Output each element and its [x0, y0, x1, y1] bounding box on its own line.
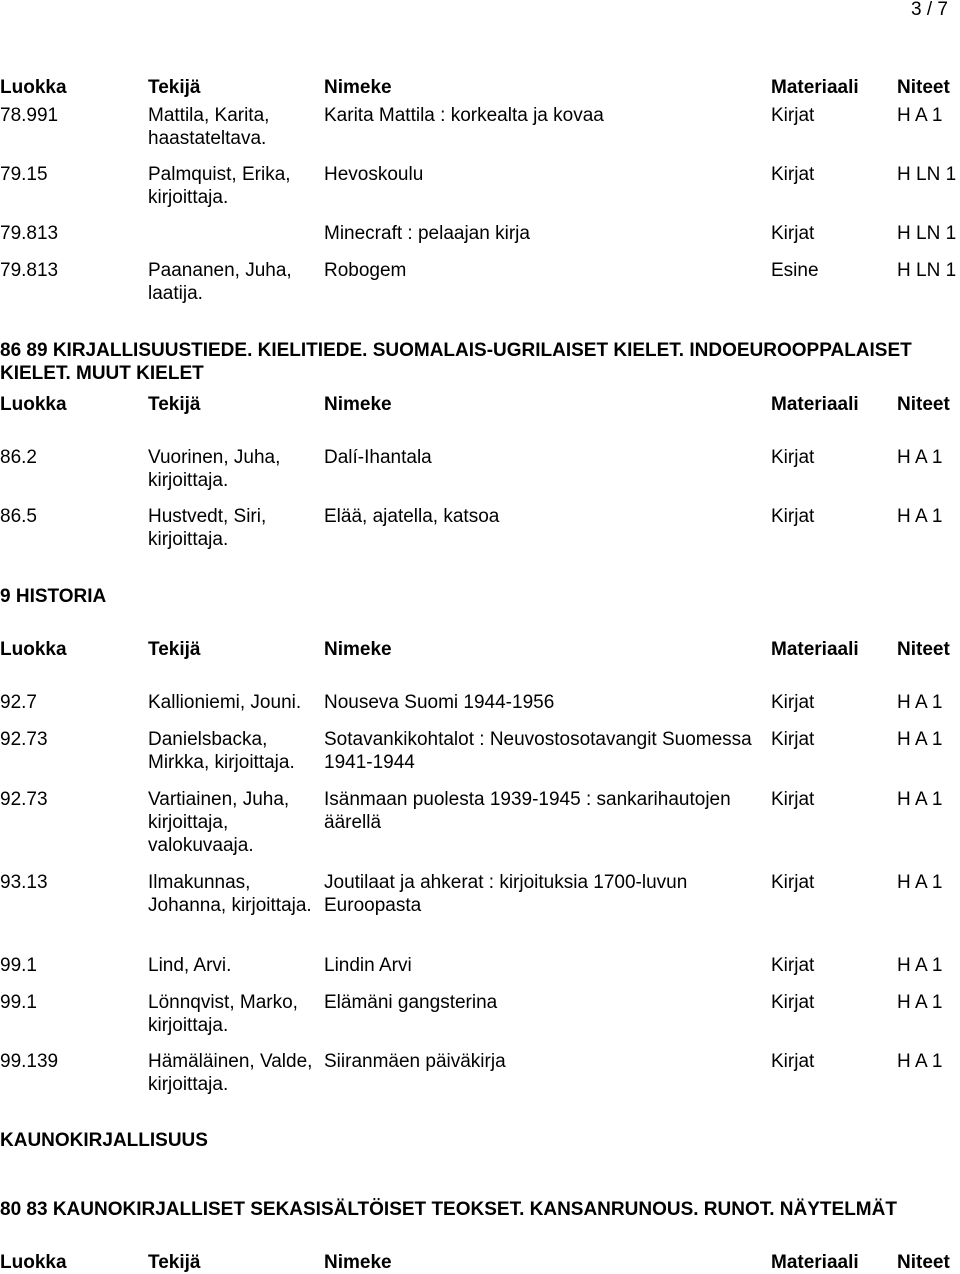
tekija-cell: Palmquist, Erika, kirjoittaja. — [148, 164, 291, 208]
nimeke-cell: Minecraft : pelaajan kirja — [324, 223, 530, 244]
tekija-cell: Paananen, Juha, laatija. — [148, 260, 292, 304]
materiaali-cell: Kirjat — [771, 105, 815, 126]
tekija-cell: Ilmakunnas, Johanna, kirjoittaja. — [148, 872, 312, 916]
tekija-cell: Hustvedt, Siri, kirjoittaja. — [148, 506, 267, 550]
nimeke-cell: Elää, ajatella, katsoa — [324, 506, 500, 527]
niteet-cell: H A 1 — [897, 789, 943, 810]
niteet-cell: H A 1 — [897, 955, 943, 976]
materiaali-cell: Kirjat — [771, 692, 815, 713]
col-materiaali: Materiaali — [771, 77, 859, 98]
col-nimeke: Nimeke — [324, 1252, 392, 1273]
col-materiaali: Materiaali — [771, 1252, 859, 1273]
luokka-cell: 78.991 — [0, 105, 59, 126]
nimeke-cell: Siiranmäen päiväkirja — [324, 1051, 506, 1072]
niteet-cell: H A 1 — [897, 447, 943, 468]
col-tekija: Tekijä — [148, 1252, 201, 1273]
materiaali-cell: Kirjat — [771, 506, 815, 527]
materiaali-cell: Kirjat — [771, 447, 815, 468]
nimeke-cell: Dalí-Ihantala — [324, 447, 432, 468]
niteet-cell: H A 1 — [897, 992, 943, 1013]
materiaali-cell: Kirjat — [771, 164, 815, 185]
niteet-cell: H A 1 — [897, 1051, 943, 1072]
niteet-cell: H LN 1 — [897, 164, 957, 185]
niteet-cell: H LN 1 — [897, 260, 957, 281]
nimeke-cell: Joutilaat ja ahkerat : kirjoituksia 1700-luvun Euroopasta — [324, 872, 688, 916]
col-materiaali: Materiaali — [771, 394, 859, 415]
luokka-cell: 92.7 — [0, 692, 37, 713]
luokka-cell: 92.73 — [0, 789, 48, 810]
luokka-cell: 79.813 — [0, 223, 59, 244]
luokka-cell: 86.2 — [0, 447, 37, 468]
col-nimeke: Nimeke — [324, 394, 392, 415]
tekija-cell: Vartiainen, Juha, kirjoittaja, valokuvaaja. — [148, 789, 290, 856]
col-nimeke: Nimeke — [324, 639, 392, 660]
materiaali-cell: Esine — [771, 260, 819, 281]
tekija-cell: Hämäläinen, Valde, kirjoittaja. — [148, 1051, 313, 1095]
materiaali-cell: Kirjat — [771, 789, 815, 810]
section-heading: KAUNOKIRJALLISUUS — [0, 1130, 208, 1151]
materiaali-cell: Kirjat — [771, 223, 815, 244]
materiaali-cell: Kirjat — [771, 729, 815, 750]
materiaali-cell: Kirjat — [771, 1051, 815, 1072]
col-materiaali: Materiaali — [771, 639, 859, 660]
materiaali-cell: Kirjat — [771, 992, 815, 1013]
luokka-cell: 92.73 — [0, 729, 48, 750]
luokka-cell: 99.1 — [0, 992, 37, 1013]
col-nimeke: Nimeke — [324, 77, 392, 98]
col-tekija: Tekijä — [148, 77, 201, 98]
col-niteet: Niteet — [897, 394, 950, 415]
luokka-cell: 79.15 — [0, 164, 48, 185]
col-luokka: Luokka — [0, 394, 67, 415]
section-heading: 9 HISTORIA — [0, 586, 107, 607]
col-niteet: Niteet — [897, 1252, 950, 1273]
col-tekija: Tekijä — [148, 394, 201, 415]
tekija-cell: Mattila, Karita, haastateltava. — [148, 105, 270, 149]
nimeke-cell: Isänmaan puolesta 1939-1945 : sankarihautojen äärellä — [324, 789, 731, 833]
tekija-cell: Lönnqvist, Marko, kirjoittaja. — [148, 992, 298, 1036]
nimeke-cell: Elämäni gangsterina — [324, 992, 498, 1013]
nimeke-cell: Karita Mattila : korkealta ja kovaa — [324, 105, 604, 126]
tekija-cell: Danielsbacka, Mirkka, kirjoittaja. — [148, 729, 295, 773]
niteet-cell: H LN 1 — [897, 223, 957, 244]
niteet-cell: H A 1 — [897, 729, 943, 750]
materiaali-cell: Kirjat — [771, 955, 815, 976]
niteet-cell: H A 1 — [897, 692, 943, 713]
nimeke-cell: Sotavankikohtalot : Neuvostosotavangit Suomessa 1941-1944 — [324, 729, 752, 773]
col-luokka: Luokka — [0, 639, 67, 660]
section-heading: 80 83 KAUNOKIRJALLISET SEKASISÄLTÖISET TEOKSET. KANSANRUNOUS. RUNOT. NÄYTELMÄT — [0, 1199, 897, 1220]
luokka-cell: 79.813 — [0, 260, 59, 281]
nimeke-cell: Lindin Arvi — [324, 955, 412, 976]
luokka-cell: 99.139 — [0, 1051, 59, 1072]
page-number: 3 / 7 — [911, 0, 948, 20]
col-niteet: Niteet — [897, 77, 950, 98]
col-niteet: Niteet — [897, 639, 950, 660]
tekija-cell: Vuorinen, Juha, kirjoittaja. — [148, 447, 281, 491]
niteet-cell: H A 1 — [897, 506, 943, 527]
nimeke-cell: Nouseva Suomi 1944-1956 — [324, 692, 555, 713]
nimeke-cell: Robogem — [324, 260, 407, 281]
luokka-cell: 86.5 — [0, 506, 37, 527]
section-heading: 86 89 KIRJALLISUUSTIEDE. KIELITIEDE. SUOMALAIS-UGRILAISET KIELET. INDOEUROOPPALAISET KIELET. MUUT KIELET — [0, 340, 912, 384]
tekija-cell: Lind, Arvi. — [148, 955, 232, 976]
materiaali-cell: Kirjat — [771, 872, 815, 893]
niteet-cell: H A 1 — [897, 105, 943, 126]
col-tekija: Tekijä — [148, 639, 201, 660]
col-luokka: Luokka — [0, 1252, 67, 1273]
nimeke-cell: Hevoskoulu — [324, 164, 424, 185]
niteet-cell: H A 1 — [897, 872, 943, 893]
luokka-cell: 99.1 — [0, 955, 37, 976]
col-luokka: Luokka — [0, 77, 67, 98]
tekija-cell: Kallioniemi, Jouni. — [148, 692, 302, 713]
luokka-cell: 93.13 — [0, 872, 48, 893]
